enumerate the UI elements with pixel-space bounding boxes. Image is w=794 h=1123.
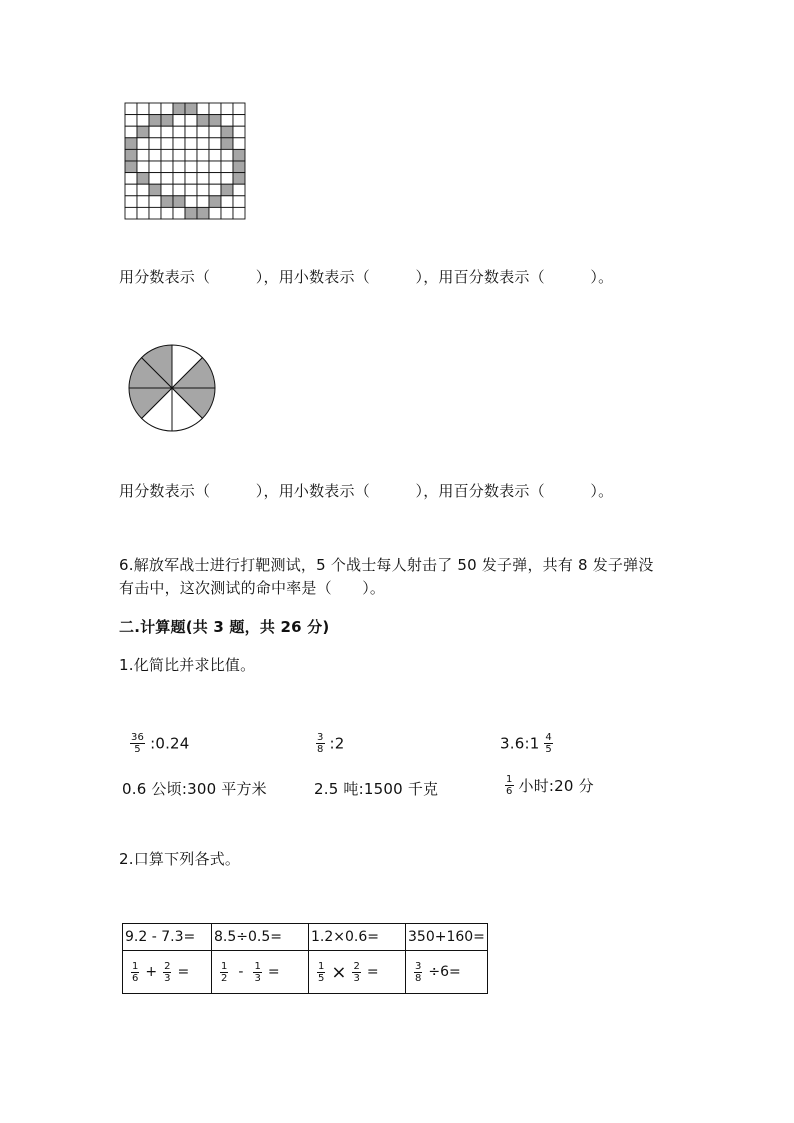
grid-cell [233, 103, 245, 115]
grid-cell [209, 207, 221, 219]
grid-cell [233, 173, 245, 185]
pie-question-line: 用分数表示（ ），用小数表示（ ），用百分数表示（ ）。 [119, 482, 614, 500]
fraction: $\frac{2}{3}$ [353, 960, 360, 984]
calc-cell: 9.2 - 7.3= [123, 924, 212, 951]
grid-cell [221, 207, 233, 219]
q6-line-1: 6.解放军战士进行打靶测试，5 个战士每人射击了 50 发子弹，共有 8 发子弹没 [119, 556, 654, 574]
grid-cell [185, 126, 197, 138]
grid-cell [149, 173, 161, 185]
fraction: $\frac{2}{3}$ [164, 960, 171, 984]
fraction: $\frac{1}{3}$ [254, 960, 261, 984]
fraction: $\frac{4}{5}$ [545, 732, 552, 755]
grid-cell [197, 138, 209, 150]
q1-item-b: $\frac{3}{8}$ :2 [317, 732, 345, 755]
grid-cell [209, 115, 221, 127]
grid-cell [221, 161, 233, 173]
grid-cell [185, 184, 197, 196]
fraction: $\frac{3}{8}$ [415, 960, 422, 984]
grid-cell [137, 115, 149, 127]
calc-table [122, 923, 488, 994]
grid-cell [137, 126, 149, 138]
calc-cell: 1.2×0.6= [309, 924, 406, 951]
grid-cell [137, 207, 149, 219]
grid-cell [149, 184, 161, 196]
grid-cell [233, 126, 245, 138]
grid-cell [149, 138, 161, 150]
grid-cell [197, 126, 209, 138]
grid-cell [233, 115, 245, 127]
grid-cell [197, 184, 209, 196]
grid-cell [197, 149, 209, 161]
grid-cell [125, 126, 137, 138]
grid-cell [173, 184, 185, 196]
grid-cell [173, 126, 185, 138]
grid-cell [125, 138, 137, 150]
grid-cell [161, 161, 173, 173]
grid-cell [137, 161, 149, 173]
grid-cell [149, 161, 161, 173]
calc-cell: 350+160= [406, 924, 488, 951]
grid-cell [161, 103, 173, 115]
grid-cell [149, 103, 161, 115]
grid-cell [233, 161, 245, 173]
grid-cell [233, 207, 245, 219]
q1-item-c: 3.6:1 $\frac{4}{5}$ [500, 732, 552, 755]
calc-cell: 8.5÷0.5= [212, 924, 309, 951]
q1-item-e: 2.5 吨:1500 千克 [314, 780, 439, 798]
grid-cell [173, 115, 185, 127]
pie-figure [126, 342, 218, 434]
grid-cell [209, 103, 221, 115]
fraction: $\frac{1}{6}$ [132, 960, 139, 984]
grid-cell [185, 138, 197, 150]
grid-cell [209, 138, 221, 150]
grid-cell [233, 149, 245, 161]
fraction: $\frac{1}{5}$ [318, 960, 325, 984]
grid-cell [161, 173, 173, 185]
grid-cell [209, 173, 221, 185]
grid-cell [125, 115, 137, 127]
grid-cell [137, 196, 149, 208]
grid-cell [125, 196, 137, 208]
grid-cell [173, 138, 185, 150]
fraction: $\frac{1}{6}$ [506, 774, 513, 797]
grid-cell [161, 196, 173, 208]
grid-cell [221, 184, 233, 196]
grid-cell [197, 103, 209, 115]
grid-cell [233, 138, 245, 150]
grid-cell [185, 103, 197, 115]
grid-cell [137, 138, 149, 150]
grid-cell [185, 196, 197, 208]
grid-cell [161, 184, 173, 196]
calc-cell: $\frac{1}{2}$ - $\frac{1}{3}$ = [212, 951, 309, 994]
grid-cell [185, 115, 197, 127]
grid-cell [233, 184, 245, 196]
q1-item-a: $\frac{36}{5}$ :0.24 [131, 732, 190, 755]
grid-cell [149, 196, 161, 208]
grid-cell [221, 138, 233, 150]
grid-cell [149, 149, 161, 161]
fraction: $\frac{1}{2}$ [221, 960, 228, 984]
grid-cell [149, 126, 161, 138]
grid-cell [173, 161, 185, 173]
calc-cell: $\frac{1}{6}$ + $\frac{2}{3}$ = [123, 951, 212, 994]
grid-cell [125, 207, 137, 219]
grid-cell [149, 207, 161, 219]
calc-cell: $\frac{1}{5}$ × $\frac{2}{3}$ = [309, 951, 406, 994]
grid-cell [233, 196, 245, 208]
q1-item-f: $\frac{1}{6}$ 小时:20 分 [506, 774, 594, 797]
grid-cell [137, 184, 149, 196]
grid-figure [124, 102, 250, 222]
grid-cell [221, 173, 233, 185]
grid-cell [173, 103, 185, 115]
grid-cell [221, 103, 233, 115]
grid-cell [125, 173, 137, 185]
grid-cell [197, 115, 209, 127]
grid-cell [185, 149, 197, 161]
grid-cell [209, 126, 221, 138]
grid-cell [197, 161, 209, 173]
grid-cell [137, 103, 149, 115]
grid-cell [125, 103, 137, 115]
grid-cell [209, 161, 221, 173]
grid-cell [209, 184, 221, 196]
grid-cell [197, 173, 209, 185]
fraction: $\frac{3}{8}$ [317, 732, 324, 755]
grid-cell [125, 161, 137, 173]
grid-cell [161, 115, 173, 127]
grid-cell [161, 138, 173, 150]
grid-cell [221, 149, 233, 161]
grid-cell [125, 184, 137, 196]
grid-cell [161, 149, 173, 161]
grid-cell [173, 173, 185, 185]
section-title: 二.计算题(共 3 题，共 26 分) [119, 618, 330, 636]
grid-cell [137, 173, 149, 185]
grid-cell [221, 196, 233, 208]
grid-question-line: 用分数表示（ ），用小数表示（ ），用百分数表示（ ）。 [119, 268, 614, 286]
grid-cell [185, 161, 197, 173]
grid-cell [185, 173, 197, 185]
grid-cell [197, 196, 209, 208]
calc-cell: $\frac{3}{8}$ ÷6= [406, 951, 488, 994]
grid-cell [185, 207, 197, 219]
q6-line-2: 有击中，这次测试的命中率是（ ）。 [119, 579, 386, 597]
grid-cell [161, 126, 173, 138]
grid-cell [209, 149, 221, 161]
q1-item-d: 0.6 公顷:300 平方米 [122, 780, 267, 798]
grid-cell [173, 207, 185, 219]
grid-cell [137, 149, 149, 161]
q2-title: 2.口算下列各式。 [119, 850, 241, 868]
grid-cell [149, 115, 161, 127]
grid-cell [209, 196, 221, 208]
grid-cell [197, 207, 209, 219]
grid-cell [125, 149, 137, 161]
grid-cell [161, 207, 173, 219]
grid-cell [221, 126, 233, 138]
grid-cell [173, 149, 185, 161]
q1-title: 1.化简比并求比值。 [119, 656, 256, 674]
grid-cell [173, 196, 185, 208]
grid-cell [221, 115, 233, 127]
fraction: $\frac{36}{5}$ [131, 732, 145, 755]
